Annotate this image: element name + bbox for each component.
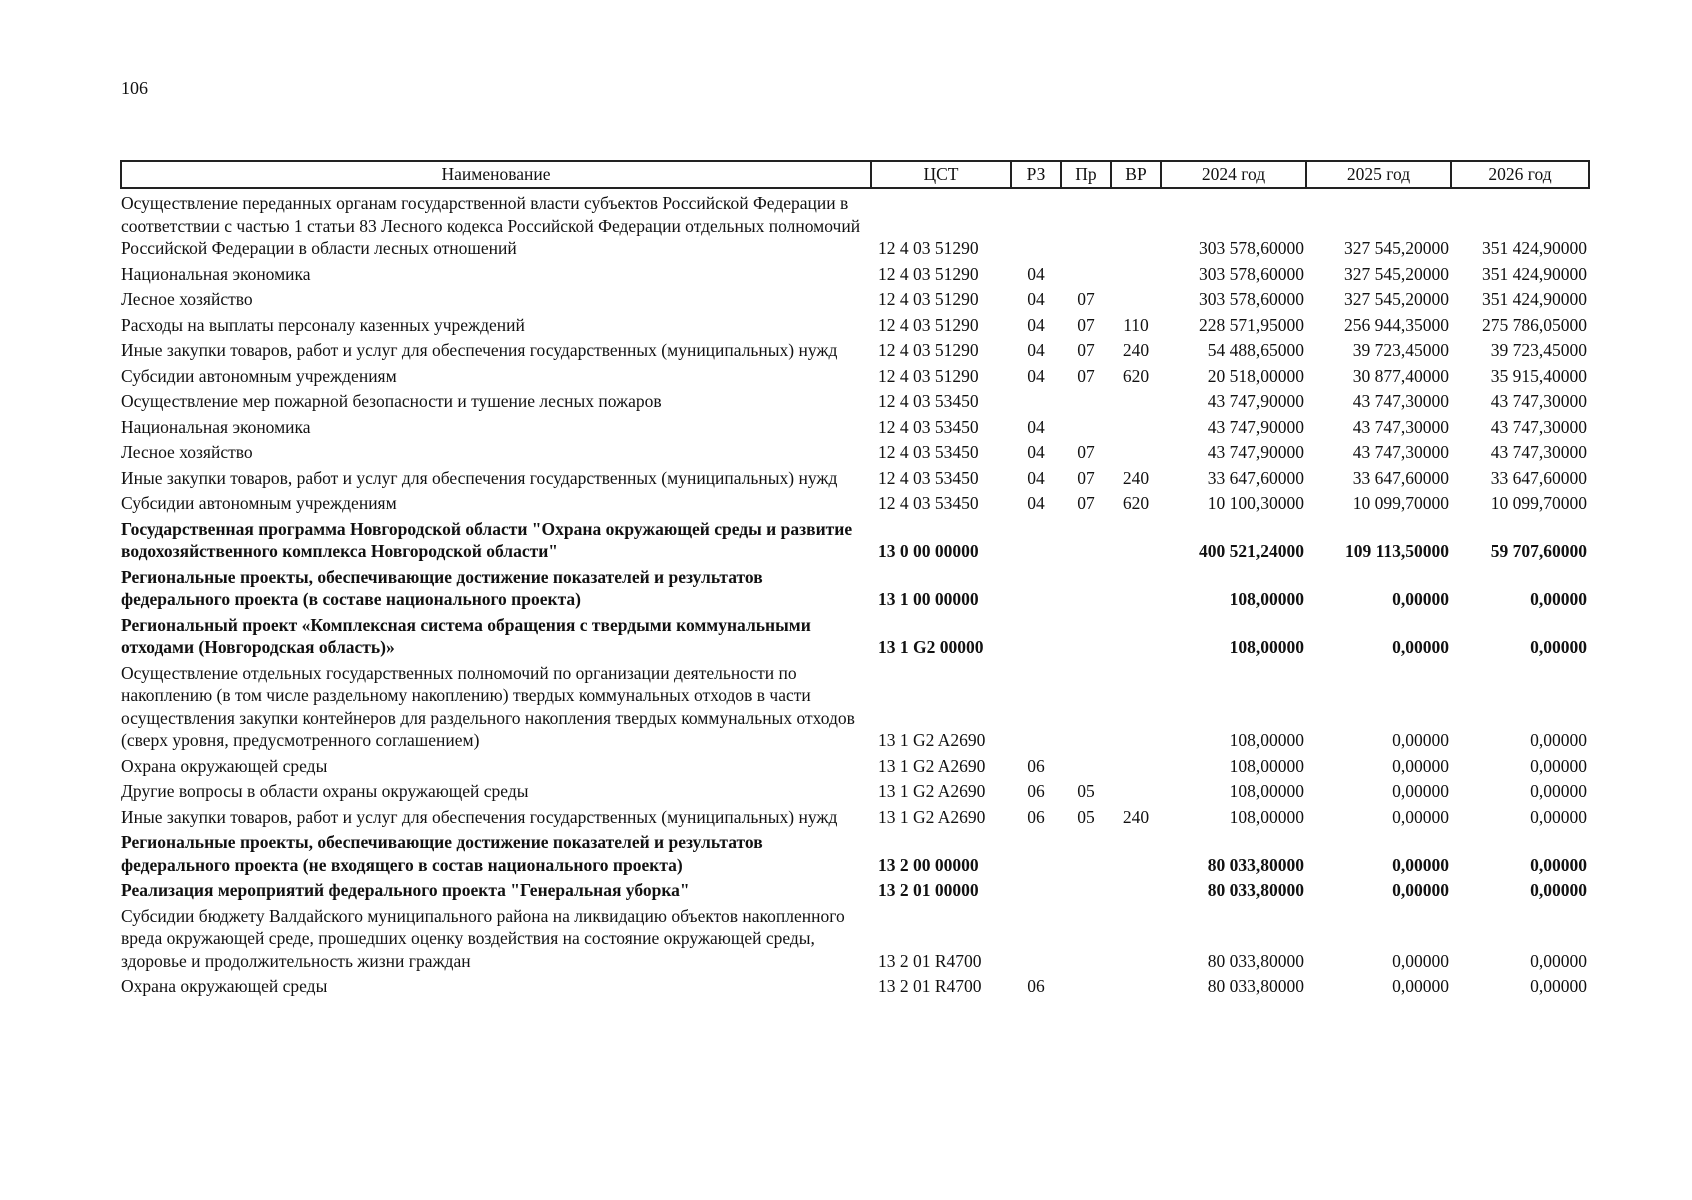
cell-pr: 05 [1077,806,1095,827]
cell-name: Другие вопросы в области охраны окружающей среды [121,781,529,801]
cell-pr: 05 [1077,781,1095,801]
cell-pr [1061,972,1111,998]
cell-2024: 108,00000 [1229,806,1304,827]
cell-pr [1061,902,1111,973]
table-row [121,972,1589,998]
cell-name: Региональные проекты, обеспечивающие достижение показателей и результатов федерального проекта (в составе национального проекта) [121,566,763,609]
cell-2024: 303 578,60000 [1199,238,1304,258]
cell-rz: 04 [1027,493,1045,513]
cell-vr [1111,972,1161,998]
table-header [121,161,1589,188]
cell-2025: 0,00000 [1392,730,1449,750]
cell-vr: 240 [1122,340,1150,360]
cell-name: Охрана окружающей среды [121,755,328,776]
table-row [121,876,1589,902]
cell-2024: 80 033,80000 [1207,880,1304,900]
cell-rz: 04 [1027,365,1045,386]
table-row [121,413,1589,439]
cell-cst: 12 4 03 53450 [878,442,979,462]
cell-rz: 06 [1027,806,1045,827]
cell-cst: 13 1 G2 A2690 [878,755,986,776]
cell-2026: 39 723,45000 [1490,340,1587,360]
cell-2025: 0,00000 [1392,755,1449,776]
cell-name: Национальная экономика [121,263,311,284]
cell-2024: 43 747,90000 [1207,391,1304,411]
cell-vr [1111,828,1161,876]
cell-vr: 620 [1122,493,1150,513]
cell-2025: 0,00000 [1392,781,1449,801]
cell-rz: 04 [1027,467,1045,488]
table-row [121,752,1589,778]
cell-vr [1111,611,1161,659]
cell-2025: 0,00000 [1392,950,1449,971]
cell-rz: 04 [1027,289,1045,309]
cell-2024: 43 747,90000 [1207,442,1304,462]
header-2024: 2024 год [1161,161,1306,188]
cell-2025: 109 113,50000 [1344,541,1449,561]
cell-2025: 39 723,45000 [1352,340,1449,360]
cell-2026: 43 747,30000 [1490,442,1587,462]
cell-2025: 0,00000 [1392,976,1449,996]
cell-cst: 12 4 03 53450 [878,416,979,437]
cell-vr [1111,188,1161,260]
cell-pr: 07 [1077,493,1095,513]
cell-2026: 0,00000 [1530,730,1587,750]
cell-pr: 07 [1077,289,1095,309]
cell-2026: 0,00000 [1530,854,1587,875]
cell-cst: 12 4 03 53450 [878,467,979,488]
cell-2024: 80 033,80000 [1207,976,1304,996]
cell-rz [1011,828,1061,876]
cell-2026: 59 707,60000 [1490,541,1587,561]
header-vr: ВР [1111,161,1161,188]
cell-name: Осуществление мер пожарной безопасности и тушение лесных пожаров [121,391,662,411]
cell-vr [1111,876,1161,902]
cell-cst: 13 1 G2 A2690 [878,781,986,801]
cell-cst: 12 4 03 51290 [878,263,979,284]
header-2025: 2025 год [1306,161,1451,188]
cell-2024: 108,00000 [1229,637,1304,657]
cell-2026: 43 747,30000 [1490,416,1587,437]
cell-cst: 13 2 01 00000 [878,880,979,900]
cell-rz [1011,902,1061,973]
cell-name: Иные закупки товаров, работ и услуг для обеспечения государственных (муниципальных) нужд [121,340,838,360]
cell-cst: 13 2 01 R4700 [878,976,982,996]
cell-pr [1061,659,1111,752]
cell-2024: 108,00000 [1229,730,1304,750]
cell-2025: 327 545,20000 [1344,238,1449,258]
cell-2026: 0,00000 [1530,637,1587,657]
cell-2025: 33 647,60000 [1352,467,1449,488]
cell-2026: 0,00000 [1530,755,1587,776]
cell-name: Национальная экономика [121,416,311,437]
cell-rz: 04 [1027,416,1045,437]
cell-cst: 13 1 G2 A2690 [878,806,986,827]
cell-2026: 351 424,90000 [1482,238,1587,258]
cell-name: Государственная программа Новгородской области "Охрана окружающей среды и развитие водохозяйственного комплекса Новгородской области" [121,518,853,561]
cell-2024: 54 488,65000 [1207,340,1304,360]
table-row [121,515,1589,563]
cell-cst: 13 1 G2 00000 [878,637,984,657]
cell-cst: 13 1 G2 A2690 [878,730,986,750]
cell-2024: 108,00000 [1229,781,1304,801]
cell-pr [1061,828,1111,876]
cell-pr [1061,387,1111,413]
header-2026: 2026 год [1451,161,1589,188]
cell-2024: 43 747,90000 [1207,416,1304,437]
table-row [121,438,1589,464]
cell-2024: 33 647,60000 [1207,467,1304,488]
cell-name: Реализация мероприятий федерального проекта "Генеральная уборка" [121,880,690,900]
cell-2024: 400 521,24000 [1199,541,1304,561]
cell-name: Расходы на выплаты персоналу казенных учреждений [121,314,525,335]
table-row [121,188,1589,260]
header-name: Наименование [121,161,871,188]
cell-pr [1061,413,1111,439]
cell-pr: 07 [1077,467,1095,488]
cell-cst: 12 4 03 53450 [878,391,979,411]
cell-rz [1011,387,1061,413]
table-row [121,464,1589,490]
cell-pr [1061,260,1111,286]
cell-rz: 06 [1027,781,1045,801]
cell-vr [1111,752,1161,778]
cell-name: Иные закупки товаров, работ и услуг для обеспечения государственных (муниципальных) нужд [121,806,838,827]
cell-2024: 80 033,80000 [1207,854,1304,875]
cell-2026: 43 747,30000 [1490,391,1587,411]
cell-rz: 04 [1027,340,1045,360]
cell-2026: 351 424,90000 [1482,263,1587,284]
cell-2025: 43 747,30000 [1352,442,1449,462]
cell-2025: 0,00000 [1392,854,1449,875]
cell-pr: 07 [1077,442,1095,462]
table-row [121,611,1589,659]
cell-2026: 275 786,05000 [1482,314,1587,335]
table-row [121,828,1589,876]
cell-2025: 43 747,30000 [1352,416,1449,437]
cell-cst: 12 4 03 51290 [878,238,979,258]
cell-rz: 06 [1027,755,1045,776]
cell-cst: 12 4 03 51290 [878,289,979,309]
cell-name: Осуществление отдельных государственных полномочий по организации деятельности по накоплению (в том числе раздельному накоплению) твердых коммунальных отходов в части осуществления закупки контейнеров для раздельного накопления твердых коммунальных отходов (сверх уровня, предусмотренного соглашением) [121,662,855,750]
header-pr: Пр [1061,161,1111,188]
cell-vr [1111,285,1161,311]
cell-vr [1111,438,1161,464]
cell-2025: 43 747,30000 [1352,391,1449,411]
cell-cst: 12 4 03 51290 [878,340,979,360]
cell-2025: 0,00000 [1392,806,1449,827]
cell-name: Осуществление переданных органам государственной власти субъектов Российской Федерации в соответствии с частью 1 статьи 83 Лесного кодекса Российской Федерации отдельных полномочий Российской Федерации в области лесных отношений [121,193,861,258]
table-row [121,285,1589,311]
cell-vr [1111,563,1161,611]
cell-2024: 80 033,80000 [1207,950,1304,971]
cell-cst: 13 2 00 00000 [878,854,979,875]
cell-2024: 108,00000 [1229,755,1304,776]
cell-vr: 110 [1123,314,1149,335]
cell-2026: 0,00000 [1530,781,1587,801]
cell-rz: 04 [1027,442,1045,462]
cell-name: Лесное хозяйство [121,289,253,309]
cell-2026: 0,00000 [1530,950,1587,971]
cell-2024: 10 100,30000 [1207,493,1304,513]
header-rz: РЗ [1011,161,1061,188]
cell-2024: 20 518,00000 [1207,365,1304,386]
cell-vr: 240 [1122,467,1150,488]
header-cst: ЦСТ [871,161,1011,188]
table-row [121,563,1589,611]
cell-pr [1061,752,1111,778]
cell-cst: 12 4 03 51290 [878,365,979,386]
cell-name: Охрана окружающей среды [121,976,328,996]
cell-2026: 0,00000 [1530,806,1587,827]
cell-rz [1011,611,1061,659]
cell-cst: 12 4 03 51290 [878,314,979,335]
cell-vr [1111,413,1161,439]
cell-pr [1061,515,1111,563]
cell-name: Иные закупки товаров, работ и услуг для обеспечения государственных (муниципальных) нужд [121,467,838,488]
cell-2025: 0,00000 [1392,589,1449,609]
cell-2026: 0,00000 [1530,880,1587,900]
table-row [121,489,1589,515]
cell-2026: 0,00000 [1530,976,1587,996]
cell-2025: 30 877,40000 [1352,365,1449,386]
cell-pr [1061,563,1111,611]
table-row [121,311,1589,337]
cell-2026: 35 915,40000 [1490,365,1587,386]
cell-2025: 327 545,20000 [1344,263,1449,284]
cell-vr [1111,387,1161,413]
cell-name: Субсидии автономным учреждениям [121,365,397,386]
cell-2025: 327 545,20000 [1344,289,1449,309]
cell-pr: 07 [1077,340,1095,360]
cell-vr: 620 [1122,365,1150,386]
cell-2026: 0,00000 [1530,589,1587,609]
budget-table [120,160,1590,998]
cell-2025: 256 944,35000 [1344,314,1449,335]
cell-vr: 240 [1122,806,1150,827]
cell-cst: 13 2 01 R4700 [878,950,982,971]
cell-rz [1011,876,1061,902]
cell-vr [1111,515,1161,563]
cell-cst: 12 4 03 53450 [878,493,979,513]
cell-cst: 13 1 00 00000 [878,589,979,609]
cell-vr [1111,777,1161,803]
cell-rz [1011,659,1061,752]
table-body [121,188,1589,998]
table-row [121,387,1589,413]
table-row [121,336,1589,362]
cell-name: Субсидии автономным учреждениям [121,493,397,513]
table-row [121,362,1589,388]
cell-2024: 303 578,60000 [1199,263,1304,284]
cell-2025: 0,00000 [1392,880,1449,900]
cell-vr [1111,260,1161,286]
cell-2026: 10 099,70000 [1490,493,1587,513]
cell-pr: 07 [1077,365,1095,386]
table-row [121,902,1589,973]
table-row [121,659,1589,752]
cell-2026: 351 424,90000 [1482,289,1587,309]
cell-vr [1111,902,1161,973]
cell-rz: 04 [1027,314,1045,335]
table-row [121,803,1589,829]
cell-rz: 04 [1027,263,1045,284]
cell-pr: 07 [1077,314,1095,335]
page-number: 106 [121,78,148,98]
cell-2024: 108,00000 [1229,589,1304,609]
cell-name: Субсидии бюджету Валдайского муниципального района на ликвидацию объектов накопленного вреда окружающей среде, прошедших оценку воздействия на состояние окружающей среды, здоровье и продолжительность жизни граждан [121,905,845,971]
cell-rz [1011,188,1061,260]
cell-cst: 13 0 00 00000 [878,541,979,561]
cell-2026: 33 647,60000 [1490,467,1587,488]
cell-2025: 10 099,70000 [1352,493,1449,513]
table-row [121,260,1589,286]
cell-pr [1061,611,1111,659]
cell-name: Лесное хозяйство [121,442,253,462]
cell-name: Региональные проекты, обеспечивающие достижение показателей и результатов федерального проекта (не входящего в состав национального проекта) [121,832,763,875]
cell-2025: 0,00000 [1392,637,1449,657]
table-header-row [121,161,1589,188]
cell-pr [1061,876,1111,902]
cell-rz [1011,563,1061,611]
cell-2024: 303 578,60000 [1199,289,1304,309]
cell-rz [1011,515,1061,563]
cell-vr [1111,659,1161,752]
cell-2024: 228 571,95000 [1199,314,1304,335]
cell-rz: 06 [1027,976,1045,996]
table-row [121,777,1589,803]
cell-pr [1061,188,1111,260]
cell-name: Региональный проект «Комплексная система обращения с твердыми коммунальными отходами (Новгородская область)» [121,614,811,657]
